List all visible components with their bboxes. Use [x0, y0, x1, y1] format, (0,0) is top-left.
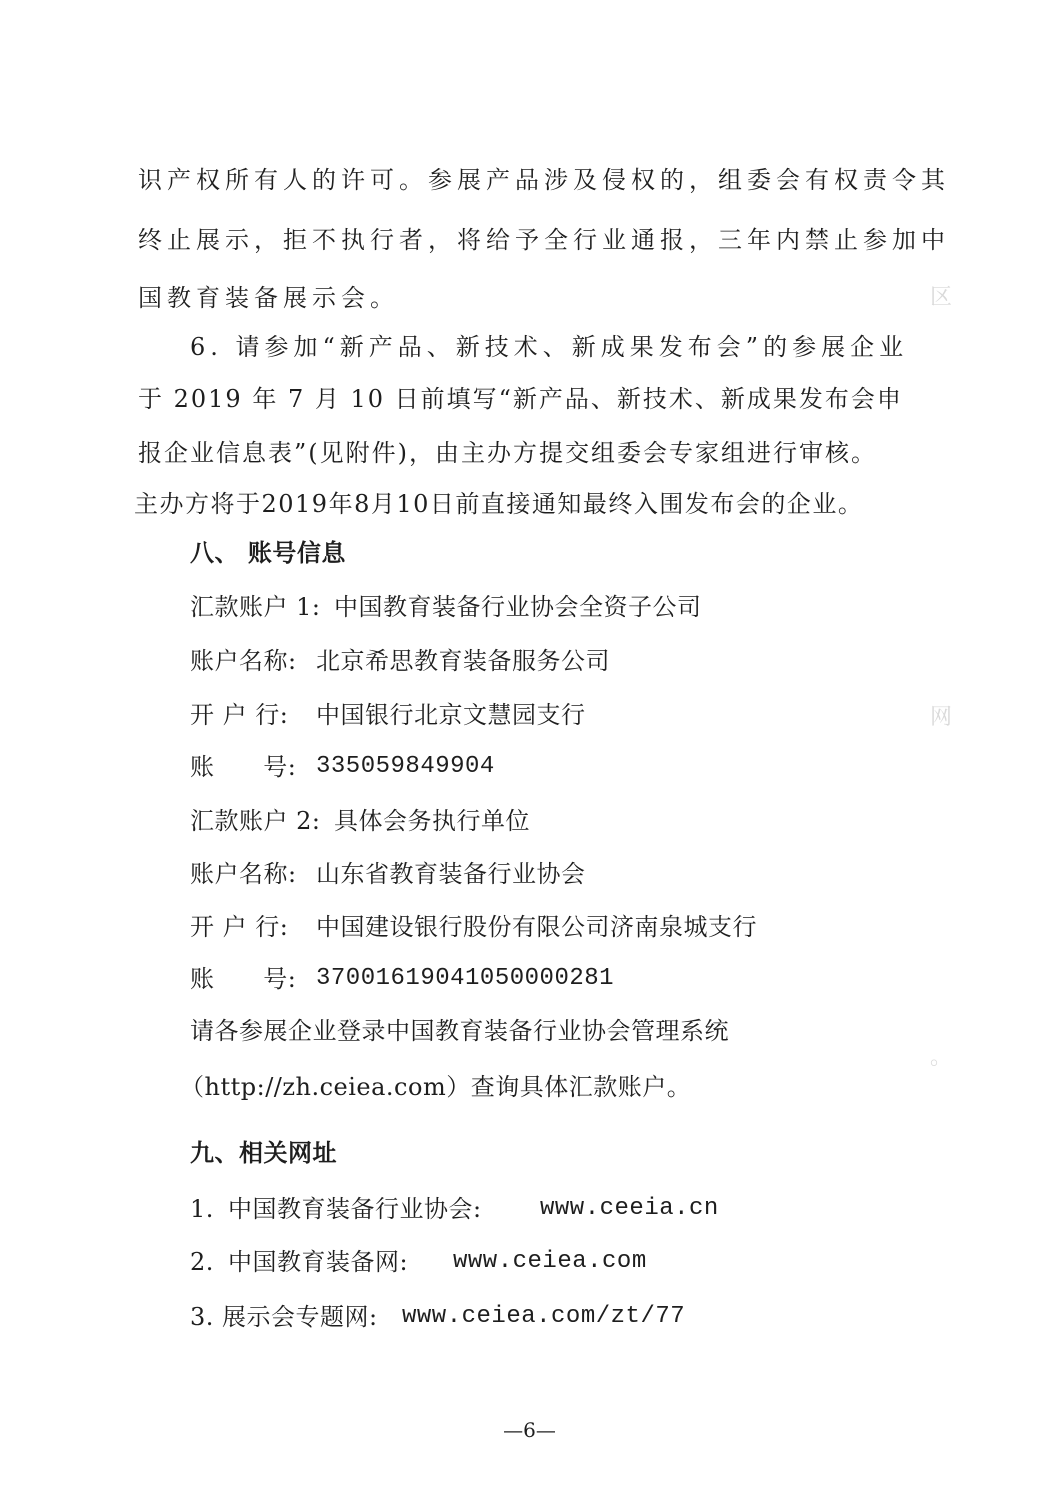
account-number-value: 335059849904: [316, 753, 495, 780]
account-name-label: 账户名称:: [190, 860, 297, 888]
link-item-label: 中国教育装备行业协会:: [228, 1195, 482, 1223]
link-item-number: 1.: [190, 1195, 214, 1223]
bank-value: 中国银行北京文慧园支行: [316, 701, 586, 729]
link-item-url[interactable]: www.ceiea.com/zt/77: [402, 1303, 686, 1330]
account-label: 汇款账户 2:: [190, 807, 321, 835]
account-name-label: 账户名称:: [190, 647, 297, 675]
account-number-label: 账 号:: [190, 753, 297, 781]
account-name-value: 山东省教育装备行业协会: [316, 860, 586, 888]
link-item-label: 展示会专题网:: [222, 1303, 378, 1331]
bleed-through-mark: 。: [930, 1045, 953, 1070]
bank-value: 中国建设银行股份有限公司济南泉城支行: [316, 913, 757, 941]
link-item-url[interactable]: www.ceeia.cn: [540, 1195, 719, 1222]
body-text-line: （http://zh.ceiea.com）查询具体汇款账户。: [180, 1073, 692, 1101]
account-number-label: 账 号:: [190, 965, 297, 993]
link-item-label: 中国教育装备网:: [228, 1248, 409, 1276]
bank-label: 开 户 行:: [190, 913, 289, 941]
bleed-through-mark: 网: [930, 705, 953, 730]
body-text-line: 请各参展企业登录中国教育装备行业协会管理系统: [190, 1017, 729, 1045]
link-item-number: 2.: [190, 1248, 214, 1276]
body-text-line: 国教育装备展示会。: [138, 284, 399, 312]
account-name-value: 北京希思教育装备服务公司: [316, 647, 610, 675]
account-number-value: 37001619041050000281: [316, 965, 615, 992]
body-text-line: 主办方将于2019年8月10日前直接通知最终入围发布会的企业。: [134, 490, 864, 518]
section-heading: 九、相关网址: [190, 1139, 337, 1167]
bleed-through-mark: 区: [930, 285, 953, 310]
body-text-line: 识产权所有人的许可。参展产品涉及侵权的，组委会有权责令其: [138, 166, 950, 194]
bank-label: 开 户 行:: [190, 701, 289, 729]
account-value: 具体会务执行单位: [334, 807, 530, 835]
body-text-line: 6. 请参加“新产品、新技术、新成果发布会”的参展企业: [190, 333, 909, 361]
body-text-line: 报企业信息表”(见附件)，由主办方提交组委会专家组进行审核。: [138, 439, 877, 467]
section-heading: 八、 账号信息: [190, 539, 346, 567]
link-item-url[interactable]: www.ceiea.com: [453, 1248, 647, 1275]
body-text-line: 终止展示，拒不执行者，将给予全行业通报，三年内禁止参加中: [138, 226, 950, 254]
account-value: 中国教育装备行业协会全资子公司: [334, 593, 702, 621]
account-label: 汇款账户 1:: [190, 593, 321, 621]
page-number: —6—: [503, 1418, 556, 1442]
body-text-line: 于 2019 年 7 月 10 日前填写“新产品、新技术、新成果发布会申: [138, 385, 903, 413]
link-item-number: 3.: [190, 1303, 214, 1331]
